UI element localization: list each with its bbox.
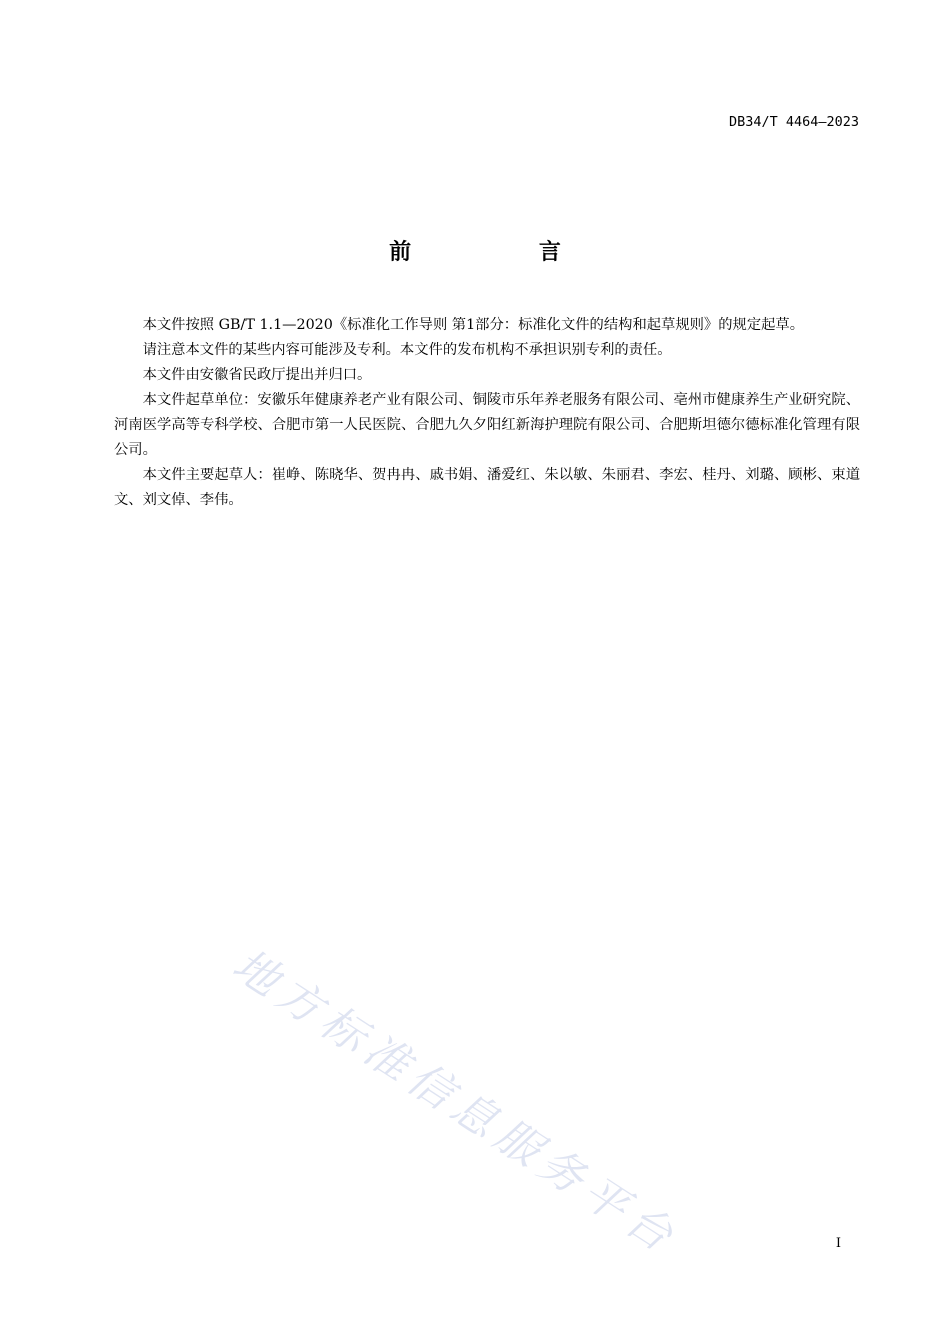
page-number: I: [835, 1236, 841, 1251]
paragraph-drafting-rules: 本文件按照 GB/T 1.1—2020《标准化工作导则 第1部分：标准化文件的结构和起草规则》的规定起草。: [142, 317, 805, 333]
paragraph-patent-notice: 请注意本文件的某些内容可能涉及专利。本文件的发布机构不承担识别专利的责任。: [142, 342, 672, 358]
document-code: DB34/T 4464—2023: [728, 114, 859, 130]
page-title: 前 言: [389, 240, 621, 265]
paragraph-drafters: 本文件主要起草人：崔峥、陈晓华、贺冉冉、戚书娟、潘爱红、朱以敏、朱丽君、李宏、桂丹、刘璐、顾彬、束道文、刘文倬、李伟。: [114, 467, 860, 508]
paragraph-drafting-units: 本文件起草单位：安徽乐年健康养老产业有限公司、铜陵市乐年养老服务有限公司、亳州市健康养生产业研究院、河南医学高等专科学校、合肥市第一人民医院、合肥九久夕阳红新海护理院有限公司、合肥斯坦德尔德标准化管理有限公司。: [114, 392, 860, 458]
paragraph-proposer: 本文件由安徽省民政厅提出并归口。: [142, 367, 372, 383]
watermark: 地方标准信息服务平台: [223, 939, 688, 1266]
foreword-body: [114, 313, 860, 513]
